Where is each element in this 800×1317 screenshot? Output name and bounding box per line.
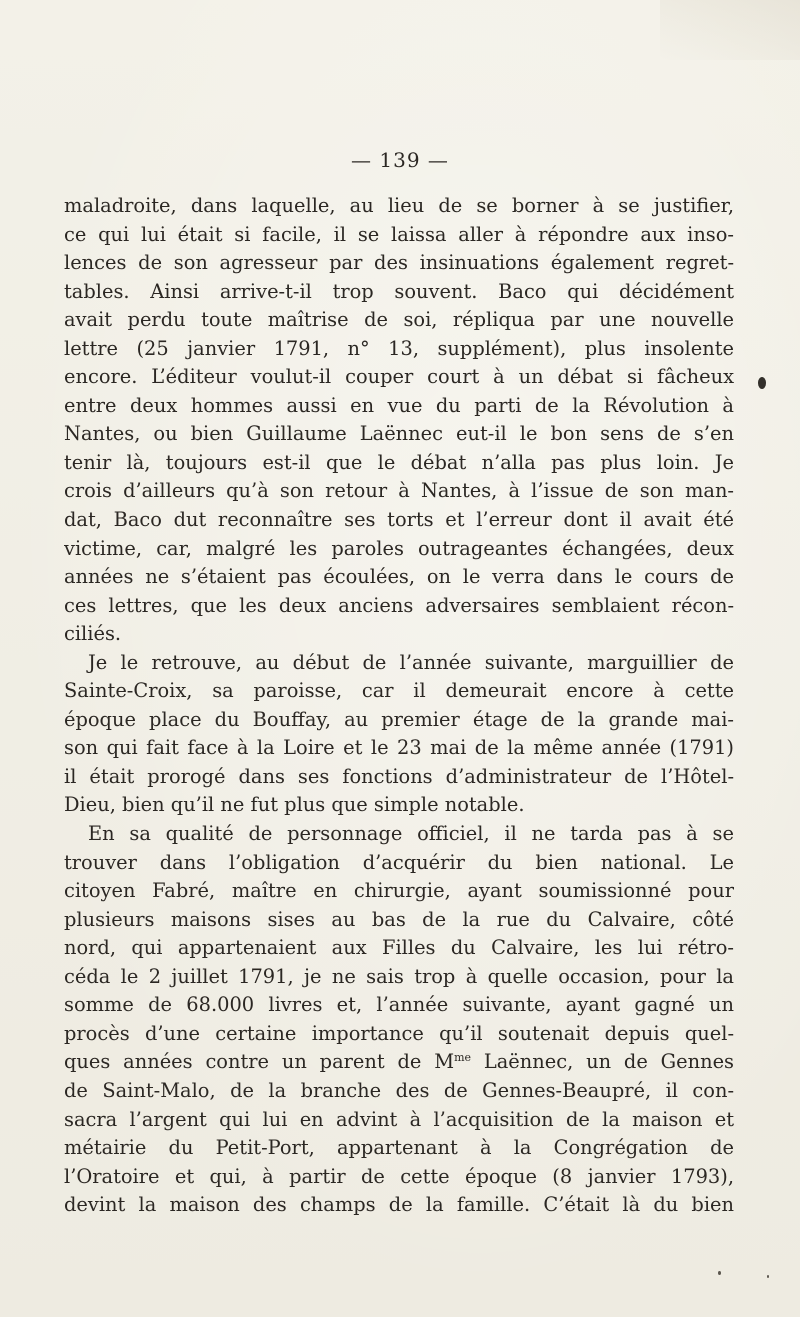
text-line: Nantes, ou bien Guillaume Laënnec eut-il le bon sens de s’en [64,422,734,446]
text-line: dat, Baco dut reconnaître ses torts et l’erreur dont il avait été [64,508,734,532]
text-line: maladroite, dans laquelle, au lieu de se borner à se justifier, [64,194,734,217]
ink-speck [718,1271,721,1275]
line-start: ques années contre un parent de M [64,1050,455,1074]
text-line: sacra l’argent qui lui en advint à l’acquisition de la maison et [64,1107,734,1131]
text-line: tenir là, toujours est-il que le débat n’alla pas plus loin. Je [64,450,734,474]
paper-stain [660,0,800,60]
text-line: ce qui lui était si facile, il se laissa aller à répondre aux inso- [64,222,734,246]
text-line-with-superscript [64,1048,734,1077]
text-line: ces lettres, que les deux anciens adversaires semblaient récon- [64,593,734,617]
text-line: Sainte-Croix, sa paroisse, car il demeurait encore à cette [64,679,734,703]
text-line: années ne s’étaient pas écoulées, on le verra dans le cours de [64,565,734,589]
text-line: procès d’une certaine importance qu’il soutenait depuis quel- [64,1021,734,1045]
line-end: Laënnec, un de Gennes [471,1050,734,1074]
text-line: trouver dans l’obligation d’acquérir du bien national. Le [64,850,734,874]
body-text [64,192,734,1220]
text-line: lences de son agresseur par des insinuations également regret- [64,251,734,275]
text-line: entre deux hommes aussi en vue du parti de la Révolution à [64,393,734,417]
text-line: de Saint-Malo, de la branche des de Gennes-Beaupré, il con- [64,1078,734,1102]
text-line: devint la maison des champs de la famille. C’était là du bien [64,1193,734,1217]
text-line: somme de 68.000 livres et, l’année suivante, ayant gagné un [64,993,734,1017]
text-line: citoyen Fabré, maître en chirurgie, ayant soumissionné pour [64,879,734,903]
text-line: ciliés. [64,622,122,646]
text-line: époque place du Bouffay, au premier étage de la grande mai- [64,707,734,731]
text-line: plusieurs maisons sises au bas de la rue du Calvaire, côté [64,907,734,931]
text-line: Dieu, bien qu’il ne fut plus que simple notable. [64,793,525,817]
text-line: Je le retrouve, au début de l’année suivante, marguillier de [88,650,734,674]
ink-speck [767,1275,769,1278]
text-line: encore. L’éditeur voulut-il couper court à un débat si fâcheux [64,365,734,389]
text-line: En sa qualité de personnage officiel, il ne tarda pas à se [88,822,734,846]
text-line: avait perdu toute maîtrise de soi, répliqua par une nouvelle [64,308,734,332]
text-line: nord, qui appartenaient aux Filles du Calvaire, les lui rétro- [64,936,734,960]
text-line: céda le 2 juillet 1791, je ne sais trop à quelle occasion, pour la [64,964,734,988]
text-line: il était prorogé dans ses fonctions d’administrateur de l’Hôtel- [64,764,734,788]
text-line: tables. Ainsi arrive-t-il trop souvent. Baco qui décidément [64,279,734,303]
text-line: l’Oratoire et qui, à partir de cette époque (8 janvier 1793), [64,1164,734,1188]
text-line: victime, car, malgré les paroles outrageantes échangées, deux [64,536,734,560]
margin-ink-mark [758,377,766,389]
text-line: lettre (25 janvier 1791, n° 13, supplément), plus insolente [64,336,734,360]
superscript-me: me [454,1051,472,1065]
text-line: crois d’ailleurs qu’à son retour à Nantes, à l’issue de son man- [64,479,734,503]
page-number-header: — 139 — [351,148,449,172]
text-line: son qui fait face à la Loire et le 23 mai de la même année (1791) [64,736,734,760]
text-line: métairie du Petit-Port, appartenant à la Congrégation de [64,1136,734,1160]
